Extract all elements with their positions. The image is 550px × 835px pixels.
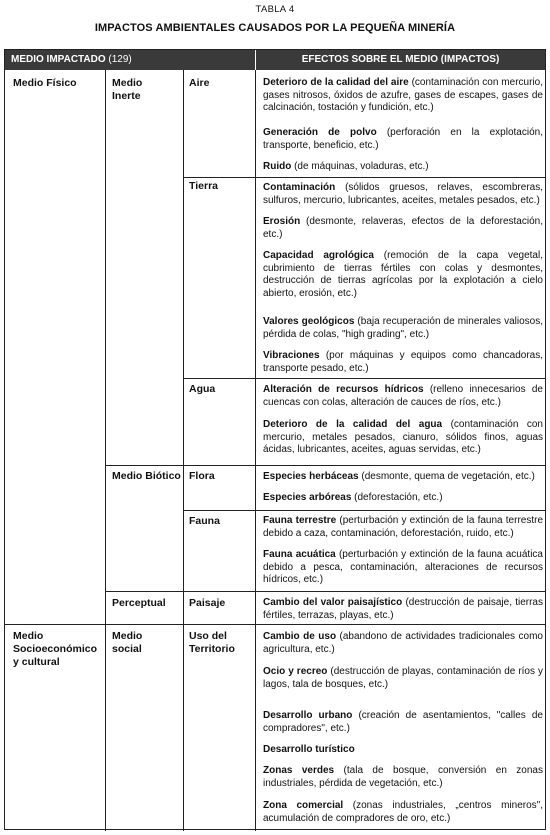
effect-detail: (perturbación y extinción de la fauna acuática debido a pesca, contaminación, alteraciones de recursos hídricos, etc.): [263, 549, 543, 585]
effect-detail: (contaminación con mercurio, gases nitrosos, óxidos de azufre, gases de escapes, gases de calcinación, tostación y fundición, etc.): [263, 77, 543, 113]
table-title: IMPACTOS AMBIENTALES CAUSADOS POR LA PEQUEÑA MINERÍA: [94, 22, 456, 34]
effect-detail: (desmonte, relaveras, efectos de la deforestación, etc.): [263, 216, 543, 240]
agua-label: Agua: [189, 383, 216, 395]
row-divider: [183, 510, 546, 511]
effect-item: [263, 161, 543, 174]
effect-title: Zonas verdes: [263, 765, 335, 776]
effect-detail: (contaminación con mercurio, metales pesados, cianuro, sólidos finos, aguas ácidas, lubricantes, aceites, aguas servidas, etc.): [263, 419, 543, 455]
header-medio-impactado: [5, 50, 255, 70]
effect-title: Deterioro de la calidad del agua: [263, 419, 443, 430]
effect-title: Capacidad agrológica: [263, 250, 374, 261]
effect-detail: (deforestación, etc.): [351, 492, 443, 503]
effect-title: Zona comercial: [263, 800, 344, 811]
impacts-table: [4, 49, 546, 830]
column-divider: [105, 70, 106, 831]
effect-detail: (zonas industriales, „centros mineros", acumulación de compradores de oro, etc.): [263, 800, 543, 824]
row-divider: [105, 591, 546, 592]
effect-title: Fauna terrestre: [263, 515, 337, 526]
effect-item: [263, 419, 543, 457]
column-divider: [255, 70, 256, 831]
perceptual-label: Perceptual: [112, 597, 166, 609]
effect-title: Desarrollo urbano: [263, 710, 353, 721]
effect-detail: (baja recuperación de minerales valiosos, pérdida de colas, "high grading", etc.): [263, 316, 543, 340]
effect-title: Ocio y recreo: [263, 666, 328, 677]
effect-title: Erosión: [263, 216, 301, 227]
header-efectos: EFECTOS SOBRE EL MEDIO (IMPACTOS): [256, 50, 545, 70]
row-divider: [105, 465, 546, 466]
effect-item: [263, 350, 543, 375]
medio-fisico-label: Medio Físico: [13, 77, 77, 89]
effect-detail: (sólidos gruesos, relaves, escombreras, sulfuros, mercurio, lubricantes, aceites, metales pesados, etc.): [263, 182, 543, 206]
effect-item: [263, 710, 543, 735]
effect-detail: (abandono de actividades tradicionales como agricultura, etc.): [263, 631, 543, 655]
tierra-label: Tierra: [189, 180, 218, 192]
effect-item: [263, 471, 543, 484]
effect-detail: (destrucción de paisaje, tierras fértiles, terrazas, playas, etc.): [263, 597, 543, 621]
effect-item: [263, 765, 543, 790]
column-divider: [183, 70, 184, 831]
header-left-label: MEDIO IMPACTADO: [11, 54, 106, 65]
row-divider: [5, 624, 546, 625]
effect-title: Contaminación: [263, 182, 336, 193]
effect-title: Cambio del valor paisajístico: [263, 597, 403, 608]
effect-item: [263, 515, 543, 540]
effect-detail: (remoción de la capa vegetal, cubrimiento de tierras fértiles con colas y desmontes, destrucción de tierras agrícolas por la explotación a cielo abierto, erosión, etc.): [263, 250, 543, 299]
effect-item: [263, 384, 543, 409]
effect-detail: (tala de bosque, conversión en zonas industriales, pérdida de vegetación, etc.): [263, 765, 543, 789]
effect-title: Especies herbáceas: [263, 471, 359, 482]
effect-detail: (de máquinas, voladuras, etc.): [291, 161, 429, 172]
effect-detail: (desmonte, quema de vegetación, etc.): [358, 471, 535, 482]
effect-title: Valores geológicos: [263, 316, 355, 327]
effect-item: [263, 492, 543, 505]
effect-title: Generación de polvo: [263, 127, 377, 138]
effect-item: [263, 250, 543, 300]
effect-item: [263, 631, 543, 656]
effect-title: Cambio de uso: [263, 631, 337, 642]
effect-title: Desarrollo turístico: [263, 744, 355, 755]
row-divider: [183, 378, 546, 379]
effect-title: Ruido: [263, 161, 292, 172]
medio-inerte-label: Medio Inerte: [112, 77, 143, 102]
table-caption: TABLA 4: [255, 4, 295, 15]
fauna-label: Fauna: [189, 515, 220, 527]
medio-social-label: Medio social: [112, 630, 143, 655]
effect-item: [263, 666, 543, 691]
paisaje-label: Paisaje: [189, 597, 226, 609]
aire-label: Aire: [189, 77, 210, 89]
effect-detail: (perturbación y extinción de la fauna terrestre debido a caza, contaminación, deforestación, ruido, etc.): [263, 515, 544, 539]
effect-item: [263, 127, 543, 152]
effect-detail: (destrucción de playas, contaminación de ríos y lagos, tala de bosques, etc.): [263, 666, 544, 690]
effect-item: [263, 182, 543, 207]
uso-territorio-label: Uso del Territorio: [189, 630, 235, 655]
effect-item: [263, 549, 543, 587]
effect-item: [263, 77, 543, 115]
effect-detail: (por máquinas y equipos como chancadoras, transporte pesado, etc.): [263, 350, 543, 374]
effect-detail: (relleno innecesarios de cuencas con colas, alteración de cauces de ríos, etc.): [263, 384, 543, 408]
effect-detail: (perforación en la explotación, transporte, beneficio, etc.): [263, 127, 543, 151]
effect-item: [263, 316, 543, 341]
effect-item: [263, 800, 543, 825]
flora-label: Flora: [189, 470, 215, 482]
row-divider: [183, 177, 546, 178]
effect-title: Deterioro de la calidad del aire: [263, 77, 409, 88]
effect-title: Vibraciones: [263, 350, 320, 361]
effect-detail: (creación de asentamientos, "calles de compradores", etc.): [263, 710, 543, 734]
header-left-count: (129): [108, 54, 132, 65]
effect-title: Alteración de recursos hídricos: [263, 384, 424, 395]
effect-title: Fauna acuática: [263, 549, 336, 560]
effect-item: [263, 216, 543, 241]
medio-biotico-label: Medio Biótico: [112, 470, 181, 482]
medio-socioeconomico-label: Medio Socioeconómico y cultural: [13, 630, 98, 668]
effect-item: [263, 597, 543, 622]
effect-item: [263, 744, 543, 757]
effect-title: Especies arbóreas: [263, 492, 352, 503]
